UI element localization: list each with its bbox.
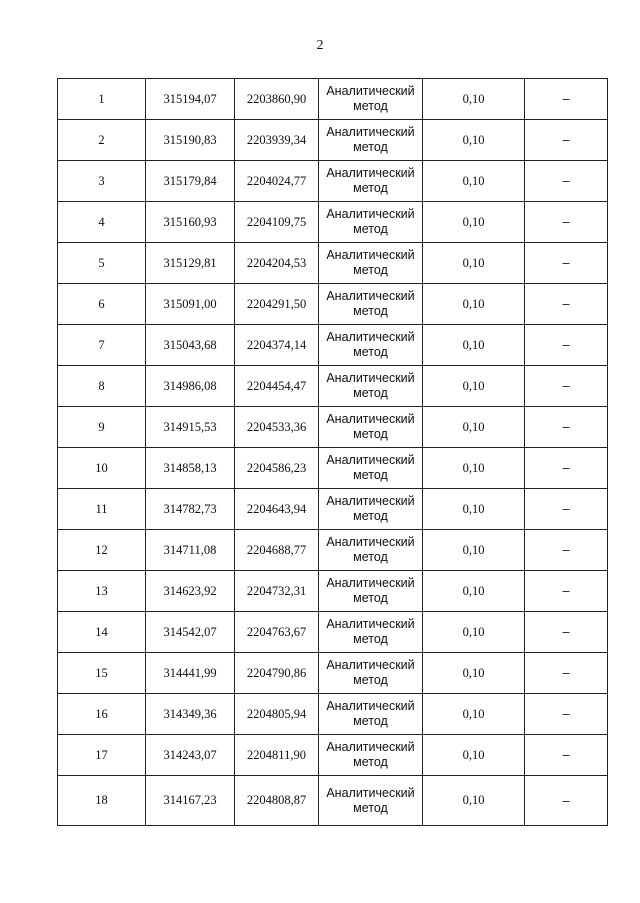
y-coordinate-cell: 2203939,34 [235,120,319,161]
point-number-cell: 14 [58,612,146,653]
method-line-2: метод [353,509,388,523]
method-cell [319,284,423,325]
accuracy-cell: 0,10 [423,735,525,776]
method-line-1: Аналитический [326,617,415,631]
x-coordinate-cell: 315091,00 [146,284,235,325]
accuracy-cell: 0,10 [423,161,525,202]
method-line-1: Аналитический [326,248,415,262]
accuracy-cell: 0,10 [423,776,525,826]
table-row [58,612,608,653]
method-line-2: метод [353,673,388,687]
note-cell: – [525,735,608,776]
method-line-2: метод [353,714,388,728]
y-coordinate-cell: 2204688,77 [235,530,319,571]
point-number-cell: 13 [58,571,146,612]
method-line-1: Аналитический [326,785,415,800]
method-cell [319,243,423,284]
x-coordinate-cell: 314441,99 [146,653,235,694]
accuracy-cell: 0,10 [423,489,525,530]
y-coordinate-cell: 2204763,67 [235,612,319,653]
note-cell: – [525,202,608,243]
method-line-2: метод [353,468,388,482]
method-line-2: метод [353,800,388,815]
method-line-2: метод [353,755,388,769]
table-row [58,694,608,735]
x-coordinate-cell: 315129,81 [146,243,235,284]
note-cell: – [525,653,608,694]
method-line-2: метод [353,99,388,113]
method-line-2: метод [353,386,388,400]
note-cell: – [525,120,608,161]
y-coordinate-cell: 2204024,77 [235,161,319,202]
method-cell [319,407,423,448]
note-cell: – [525,776,608,826]
y-coordinate-cell: 2204109,75 [235,202,319,243]
note-cell: – [525,571,608,612]
method-line-2: метод [353,345,388,359]
method-line-2: метод [353,427,388,441]
point-number-cell: 3 [58,161,146,202]
method-cell [319,202,423,243]
table-row [58,448,608,489]
method-cell [319,530,423,571]
table-row [58,407,608,448]
x-coordinate-cell: 314858,13 [146,448,235,489]
note-cell: – [525,489,608,530]
method-line-1: Аналитический [326,289,415,303]
table-row [58,79,608,120]
note-cell: – [525,161,608,202]
method-cell [319,735,423,776]
method-line-1: Аналитический [326,453,415,467]
table-row [58,571,608,612]
accuracy-cell: 0,10 [423,612,525,653]
coordinates-table [57,78,608,826]
x-coordinate-cell: 315043,68 [146,325,235,366]
point-number-cell: 17 [58,735,146,776]
point-number-cell: 9 [58,407,146,448]
note-cell: – [525,694,608,735]
point-number-cell: 7 [58,325,146,366]
method-cell [319,612,423,653]
method-line-1: Аналитический [326,535,415,549]
method-line-1: Аналитический [326,166,415,180]
y-coordinate-cell: 2204643,94 [235,489,319,530]
y-coordinate-cell: 2204454,47 [235,366,319,407]
y-coordinate-cell: 2204790,86 [235,653,319,694]
accuracy-cell: 0,10 [423,120,525,161]
accuracy-cell: 0,10 [423,79,525,120]
x-coordinate-cell: 314782,73 [146,489,235,530]
table-row [58,325,608,366]
accuracy-cell: 0,10 [423,202,525,243]
method-line-1: Аналитический [326,740,415,754]
point-number-cell: 4 [58,202,146,243]
table-row [58,243,608,284]
method-cell [319,571,423,612]
accuracy-cell: 0,10 [423,653,525,694]
x-coordinate-cell: 315179,84 [146,161,235,202]
table-row [58,202,608,243]
note-cell: – [525,407,608,448]
point-number-cell: 16 [58,694,146,735]
x-coordinate-cell: 314167,23 [146,776,235,826]
accuracy-cell: 0,10 [423,325,525,366]
method-line-1: Аналитический [326,412,415,426]
table-row [58,653,608,694]
accuracy-cell: 0,10 [423,571,525,612]
x-coordinate-cell: 314711,08 [146,530,235,571]
accuracy-cell: 0,10 [423,243,525,284]
method-cell [319,161,423,202]
method-cell [319,653,423,694]
x-coordinate-cell: 314986,08 [146,366,235,407]
point-number-cell: 2 [58,120,146,161]
table-row [58,735,608,776]
method-line-2: метод [353,550,388,564]
x-coordinate-cell: 315190,83 [146,120,235,161]
point-number-cell: 15 [58,653,146,694]
x-coordinate-cell: 314623,92 [146,571,235,612]
method-cell [319,694,423,735]
method-line-2: метод [353,263,388,277]
method-cell [319,776,423,826]
table-row [58,120,608,161]
note-cell: – [525,243,608,284]
note-cell: – [525,325,608,366]
note-cell: – [525,366,608,407]
table-row [58,366,608,407]
accuracy-cell: 0,10 [423,284,525,325]
table-row [58,530,608,571]
accuracy-cell: 0,10 [423,366,525,407]
x-coordinate-cell: 314349,36 [146,694,235,735]
table-row [58,284,608,325]
method-line-2: метод [353,140,388,154]
point-number-cell: 12 [58,530,146,571]
method-line-1: Аналитический [326,658,415,672]
point-number-cell: 8 [58,366,146,407]
y-coordinate-cell: 2204732,31 [235,571,319,612]
x-coordinate-cell: 314915,53 [146,407,235,448]
method-line-1: Аналитический [326,207,415,221]
table-row [58,161,608,202]
note-cell: – [525,284,608,325]
x-coordinate-cell: 315194,07 [146,79,235,120]
method-line-1: Аналитический [326,330,415,344]
coordinates-table-body [58,79,608,826]
y-coordinate-cell: 2203860,90 [235,79,319,120]
note-cell: – [525,448,608,489]
point-number-cell: 5 [58,243,146,284]
y-coordinate-cell: 2204204,53 [235,243,319,284]
method-line-2: метод [353,632,388,646]
method-line-2: метод [353,181,388,195]
point-number-cell: 18 [58,776,146,826]
method-cell [319,489,423,530]
method-cell [319,325,423,366]
point-number-cell: 6 [58,284,146,325]
table-row [58,489,608,530]
method-line-1: Аналитический [326,576,415,590]
y-coordinate-cell: 2204374,14 [235,325,319,366]
note-cell: – [525,79,608,120]
x-coordinate-cell: 314243,07 [146,735,235,776]
method-line-2: метод [353,304,388,318]
accuracy-cell: 0,10 [423,407,525,448]
method-cell [319,120,423,161]
method-line-1: Аналитический [326,699,415,713]
method-cell [319,448,423,489]
point-number-cell: 1 [58,79,146,120]
x-coordinate-cell: 315160,93 [146,202,235,243]
table-row [58,776,608,826]
x-coordinate-cell: 314542,07 [146,612,235,653]
y-coordinate-cell: 2204805,94 [235,694,319,735]
method-cell [319,366,423,407]
page-number: 2 [316,38,324,53]
method-line-1: Аналитический [326,84,415,98]
method-line-1: Аналитический [326,494,415,508]
y-coordinate-cell: 2204586,23 [235,448,319,489]
y-coordinate-cell: 2204811,90 [235,735,319,776]
accuracy-cell: 0,10 [423,448,525,489]
point-number-cell: 11 [58,489,146,530]
method-line-2: метод [353,591,388,605]
y-coordinate-cell: 2204291,50 [235,284,319,325]
point-number-cell: 10 [58,448,146,489]
method-cell [319,79,423,120]
note-cell: – [525,530,608,571]
accuracy-cell: 0,10 [423,530,525,571]
method-line-1: Аналитический [326,125,415,139]
y-coordinate-cell: 2204808,87 [235,776,319,826]
method-line-1: Аналитический [326,371,415,385]
y-coordinate-cell: 2204533,36 [235,407,319,448]
method-line-2: метод [353,222,388,236]
accuracy-cell: 0,10 [423,694,525,735]
note-cell: – [525,612,608,653]
